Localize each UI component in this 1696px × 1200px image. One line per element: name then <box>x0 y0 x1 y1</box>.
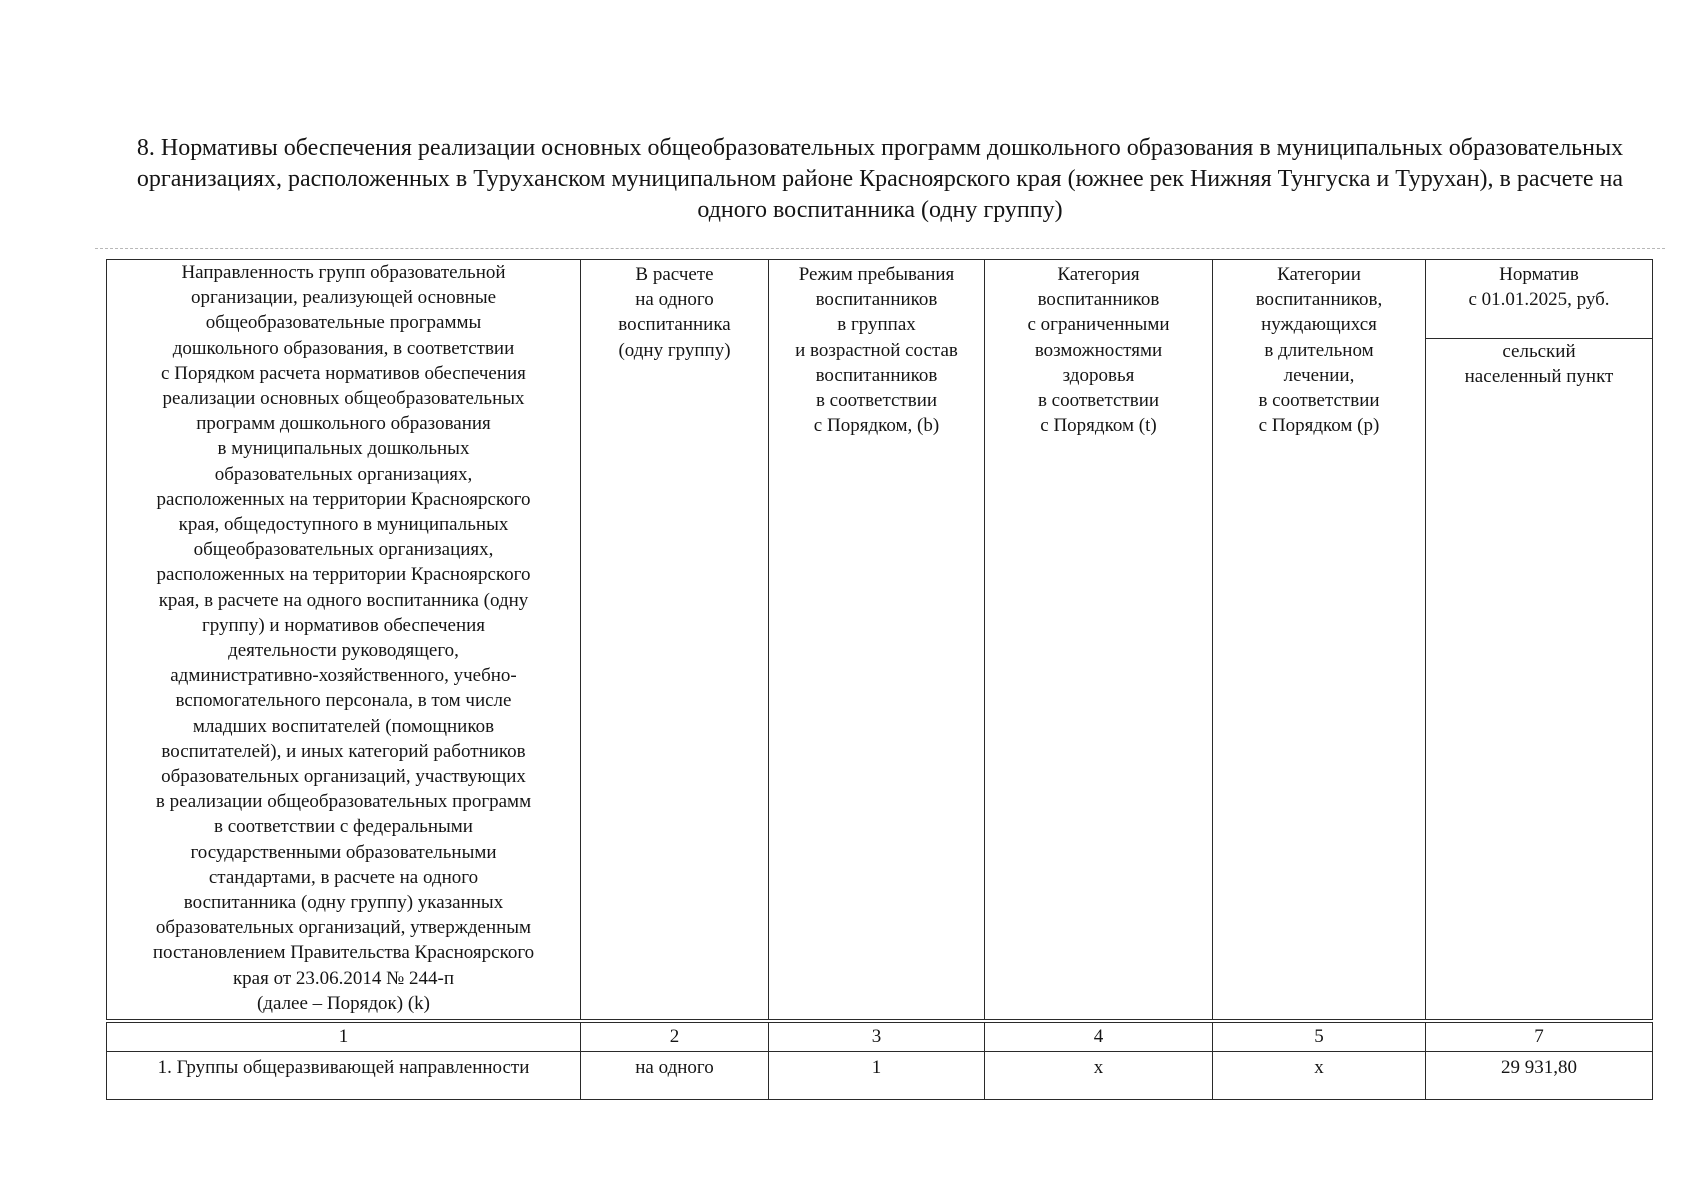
header-stay-mode-text: Режим пребывания воспитанников в группах и возрастной состав воспитанников в соответствии с Порядком, (b) <box>795 264 958 437</box>
header-norm <box>1426 260 1653 339</box>
header-stay-mode <box>769 260 985 1022</box>
header-ovz-category-text: Категория воспитанников с ограниченными возможностями здоровья в соответствии с Порядком (t) <box>1027 264 1170 437</box>
header-long-treatment-text: Категории воспитанников, нуждающихся в длительном лечении, в соответствии с Порядком (p) <box>1255 264 1383 437</box>
table-row <box>107 1052 1653 1100</box>
scan-artifact-line <box>95 248 1665 249</box>
header-norm-text: Норматив с 01.01.2025, руб. <box>1468 264 1610 311</box>
row-long-treatment: х <box>1213 1052 1426 1100</box>
header-direction <box>107 260 581 1022</box>
header-per-pupil <box>581 260 769 1022</box>
column-number: 7 <box>1426 1021 1653 1052</box>
row-norm-value: 29 931,80 <box>1426 1052 1653 1100</box>
column-number: 2 <box>581 1021 769 1052</box>
header-long-treatment <box>1213 260 1426 1022</box>
table-header-row <box>107 260 1653 339</box>
norms-table <box>106 259 1653 1100</box>
row-per-pupil: на одного <box>581 1052 769 1100</box>
row-stay-mode: 1 <box>769 1052 985 1100</box>
header-per-pupil-text: В расчете на одного воспитанника (одну группу) <box>618 264 731 361</box>
column-number-row <box>107 1021 1653 1052</box>
document-title: 8. Нормативы обеспечения реализации основных общеобразовательных программ дошкольного образования в муниципальных образовательных организациях, расположенных в Туруханском муниципальном районе Красноярского края (южнее рек Нижняя Тунгуска и Турухан), в расчете на одного воспитанника (одну группу) <box>136 135 1624 223</box>
header-ovz-category <box>985 260 1213 1022</box>
column-number: 1 <box>107 1021 581 1052</box>
column-number: 4 <box>985 1021 1213 1052</box>
column-number: 5 <box>1213 1021 1426 1052</box>
header-direction-text: Направленность групп образовательной организации, реализующей основные общеобразовательные программы дошкольного образования, в соответствии с Порядком расчета нормативов обеспечения реализации основных общеобразовательных программ дошкольного образования в муниципальных дошкольных образовательных организациях, расположенных на территории Красноярского края, общедоступного в муниципальных общеобразовательных организациях, расположенных на территории Красноярского края, в расчете на одного воспитанника (одну группу) и нормативов обеспечения деятельности руководящего, административно-хозяйственного, учебно- вспомогательного персонала, в том числе младших воспитателей (помощников воспитателей), и иных категорий работников образовательных организаций, участвующих в реализации общеобразовательных программ в соответствии с федеральными государственными образовательными стандартами, в расчете на одного воспитанника (одну группу) указанных образовательных организаций, утвержденным постановлением Правительства Красноярского края от 23.06.2014 № 244-п (далее – Порядок) (k) <box>152 262 535 1014</box>
column-number: 3 <box>769 1021 985 1052</box>
header-rural-settlement <box>1426 339 1653 1022</box>
row-ovz-category: х <box>985 1052 1213 1100</box>
row-direction: 1. Группы общеразвивающей направленности <box>107 1052 581 1100</box>
header-rural-settlement-text: сельский населенный пункт <box>1464 341 1614 388</box>
